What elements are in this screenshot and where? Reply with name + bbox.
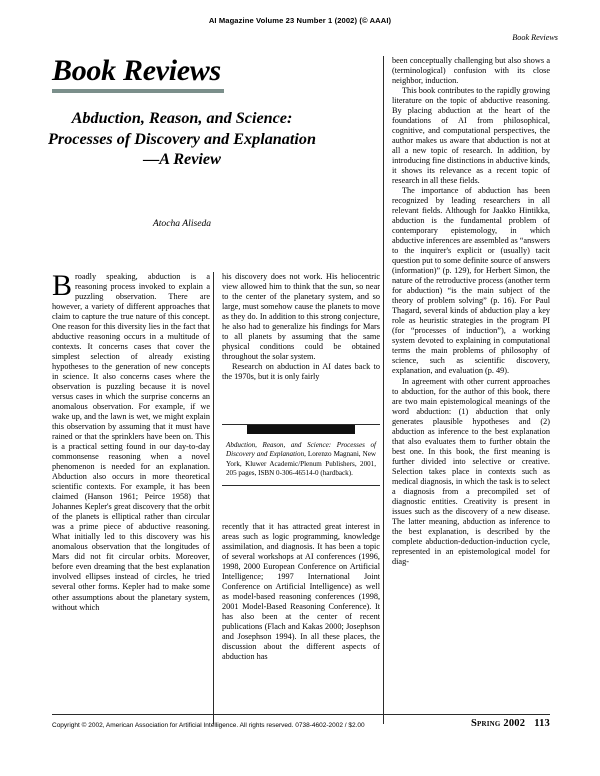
running-head: Book Reviews — [512, 33, 558, 42]
article-title: Abduction, Reason, and Science: Processes of Discovery and Explanation—A Review — [48, 109, 316, 169]
paragraph: The importance of abduction has been recognized by leading researchers in all relevant fields. Although for Jaakko Hintikka, abduction is the fundamental problem of contemporary epistemology, in which abductive inferences are assembled as “answers to the inquirer's explicit or (usually) tacit question put to some definite source of answers (information)” (p. 129), for Herbert Simon, the nature of the retroductive process (another term for abduction) “is the main subject of the theory of problem solving” (p. 16). For Paul Thagard, several kinds of abduction play a key role as heuristic strategies in the program PI (for “processes of induction”), a working system devoted to explaining in computational terms the main problems of philosophy of science, such as scientific discovery, explanation, and evaluation (p. 49). — [392, 186, 550, 376]
column-divider-left — [213, 272, 214, 724]
paragraph: recently that it has attracted great interest in areas such as logic programming, knowledge assimilation, and diagnosis. It has been a topic of several workshops at AI conferences (1996, 1998, 2000 European Conference on Artificial Intelligence; 1997 International Joint Conference on Artificial Intelligence) as well as model-based reasoning conferences (1998, 2001 Model-Based Reasoning Conference). It has also been at the center of recent publications (Flach and Kakas 2000; Josephson and Josephson 1994). In all these places, the discussion about the different aspects of abduction has — [222, 522, 380, 662]
paragraph: In agreement with other current approaches to abduction, for the author of this book, there are two main epistemological meanings of the word abduction: (1) abduction that only generates plausible hypotheses and (2) abduction as inference to the best explanation that also evaluates them to further obtain the best one. In this book, the first meaning is further divided into selective or creative. Selection takes place in contexts such as medical diagnosis, in which the task is to select a diagnosis from a precompiled set of diagnostic entities. Creativity is present in issues such as the discovery of a new disease. The latter meaning, abduction as inference to the best explanation, is described by the complete abduction-deduction-induction cycle, represented in an epistemological model for diag- — [392, 376, 550, 566]
copyright-notice: Copyright © 2002, American Association for Artificial Intelligence. All rights reserved. 0738-4602-2002 / $2.00 — [52, 722, 365, 729]
page-marker — [471, 718, 550, 729]
issue-season: Spring 2002 — [470, 718, 526, 729]
citation-book-title: Abduction, Reason, and Science: Processes of Discovery and Explanation, — [226, 441, 376, 459]
body-column-middle — [222, 272, 380, 382]
body-column-left — [52, 269, 210, 613]
footer-rule — [52, 714, 550, 715]
citation-publication-details: Lorenzo Magnani, New York, Kluwer Academic/Plenum Publishers, 2001, 205 pages, ISBN 0-306-46514-0 (hardback). — [226, 450, 376, 478]
body-column-middle-continued — [222, 522, 380, 662]
paragraph: been conceptually challenging but also shows a (terminological) confusion with its close neighbor, induction. — [392, 56, 550, 86]
column-divider-right — [383, 56, 384, 724]
book-citation-box — [222, 424, 380, 486]
paragraph: Research on abduction in AI dates back to the 1970s, but it is only fairly — [222, 362, 380, 382]
paragraph: his discovery does not work. His heliocentric view allowed him to think that the sun, so near to the center of the planetary system, and so large, must somehow cause the planets to move as they do. In addition to this strong conjecture, he also had to generalize his findings for Mars to all planets by assuming that the same physical conditions could be obtained throughout the solar system. — [222, 272, 380, 362]
paragraph: This book contributes to the rapidly growing literature on the topic of abductive reasoning. By placing abduction at the heart of the foundations of AI from philosophical, cognitive, and computational perspectives, the author makes us aware that abduction is not at all a new topic of research. In addition, by introducing fine distinctions in abductive kinds, it shows its relevance as a recent topic of research in all these fields. — [392, 86, 550, 186]
journal-issue-line: AI Magazine Volume 23 Number 1 (2002) (© AAAI) — [208, 16, 392, 25]
masthead-title: Book Reviews — [52, 54, 221, 87]
citation-text — [222, 434, 380, 485]
page-number: 113 — [534, 718, 550, 729]
citation-black-bar — [247, 425, 355, 434]
masthead — [52, 56, 307, 93]
body-column-right — [392, 56, 550, 567]
masthead-rule — [52, 89, 224, 93]
citation-rule-bottom — [222, 485, 380, 486]
article-author: Atocha Aliseda — [152, 218, 212, 229]
paragraph: Broadly speaking, abduction is a reasoning process invoked to explain a puzzling observation. There are however, a variety of different approaches that claim to capture the true nature of this concept. One reason for this diversity lies in the fact that abductive reasoning occurs in a multitude of contexts. It concerns cases that cover the simplest selection of already existing hypotheses to the generation of new concepts in science. It also concerns cases where the observation is puzzling because it is novel versus cases in which the surprise concerns an anomalous observation. For example, if we wake up, and the lawn is wet, we might explain this observation by assuming that it must have rained or that the sprinklers have been on. This is a practical setting found in our day-to-day commonsense reasoning when a novel phenomenon is needed for an explanation. Abduction also occurs in more theoretical scientific contexts. For example, it has been claimed (Hanson 1961; Peirce 1958) that Johannes Kepler's great discovery that the orbit of the planets is elliptical rather than circular was a prime piece of abductive reasoning. What initially led to this discovery was his anomalous observation that the longitudes of Mars did not fit circular orbits. Moreover, before even dreaming that the best explanation involved ellipses instead of circles, he tried several other forms. Kepler had to make some other assumptions about the planetary system, without which — [52, 269, 210, 612]
